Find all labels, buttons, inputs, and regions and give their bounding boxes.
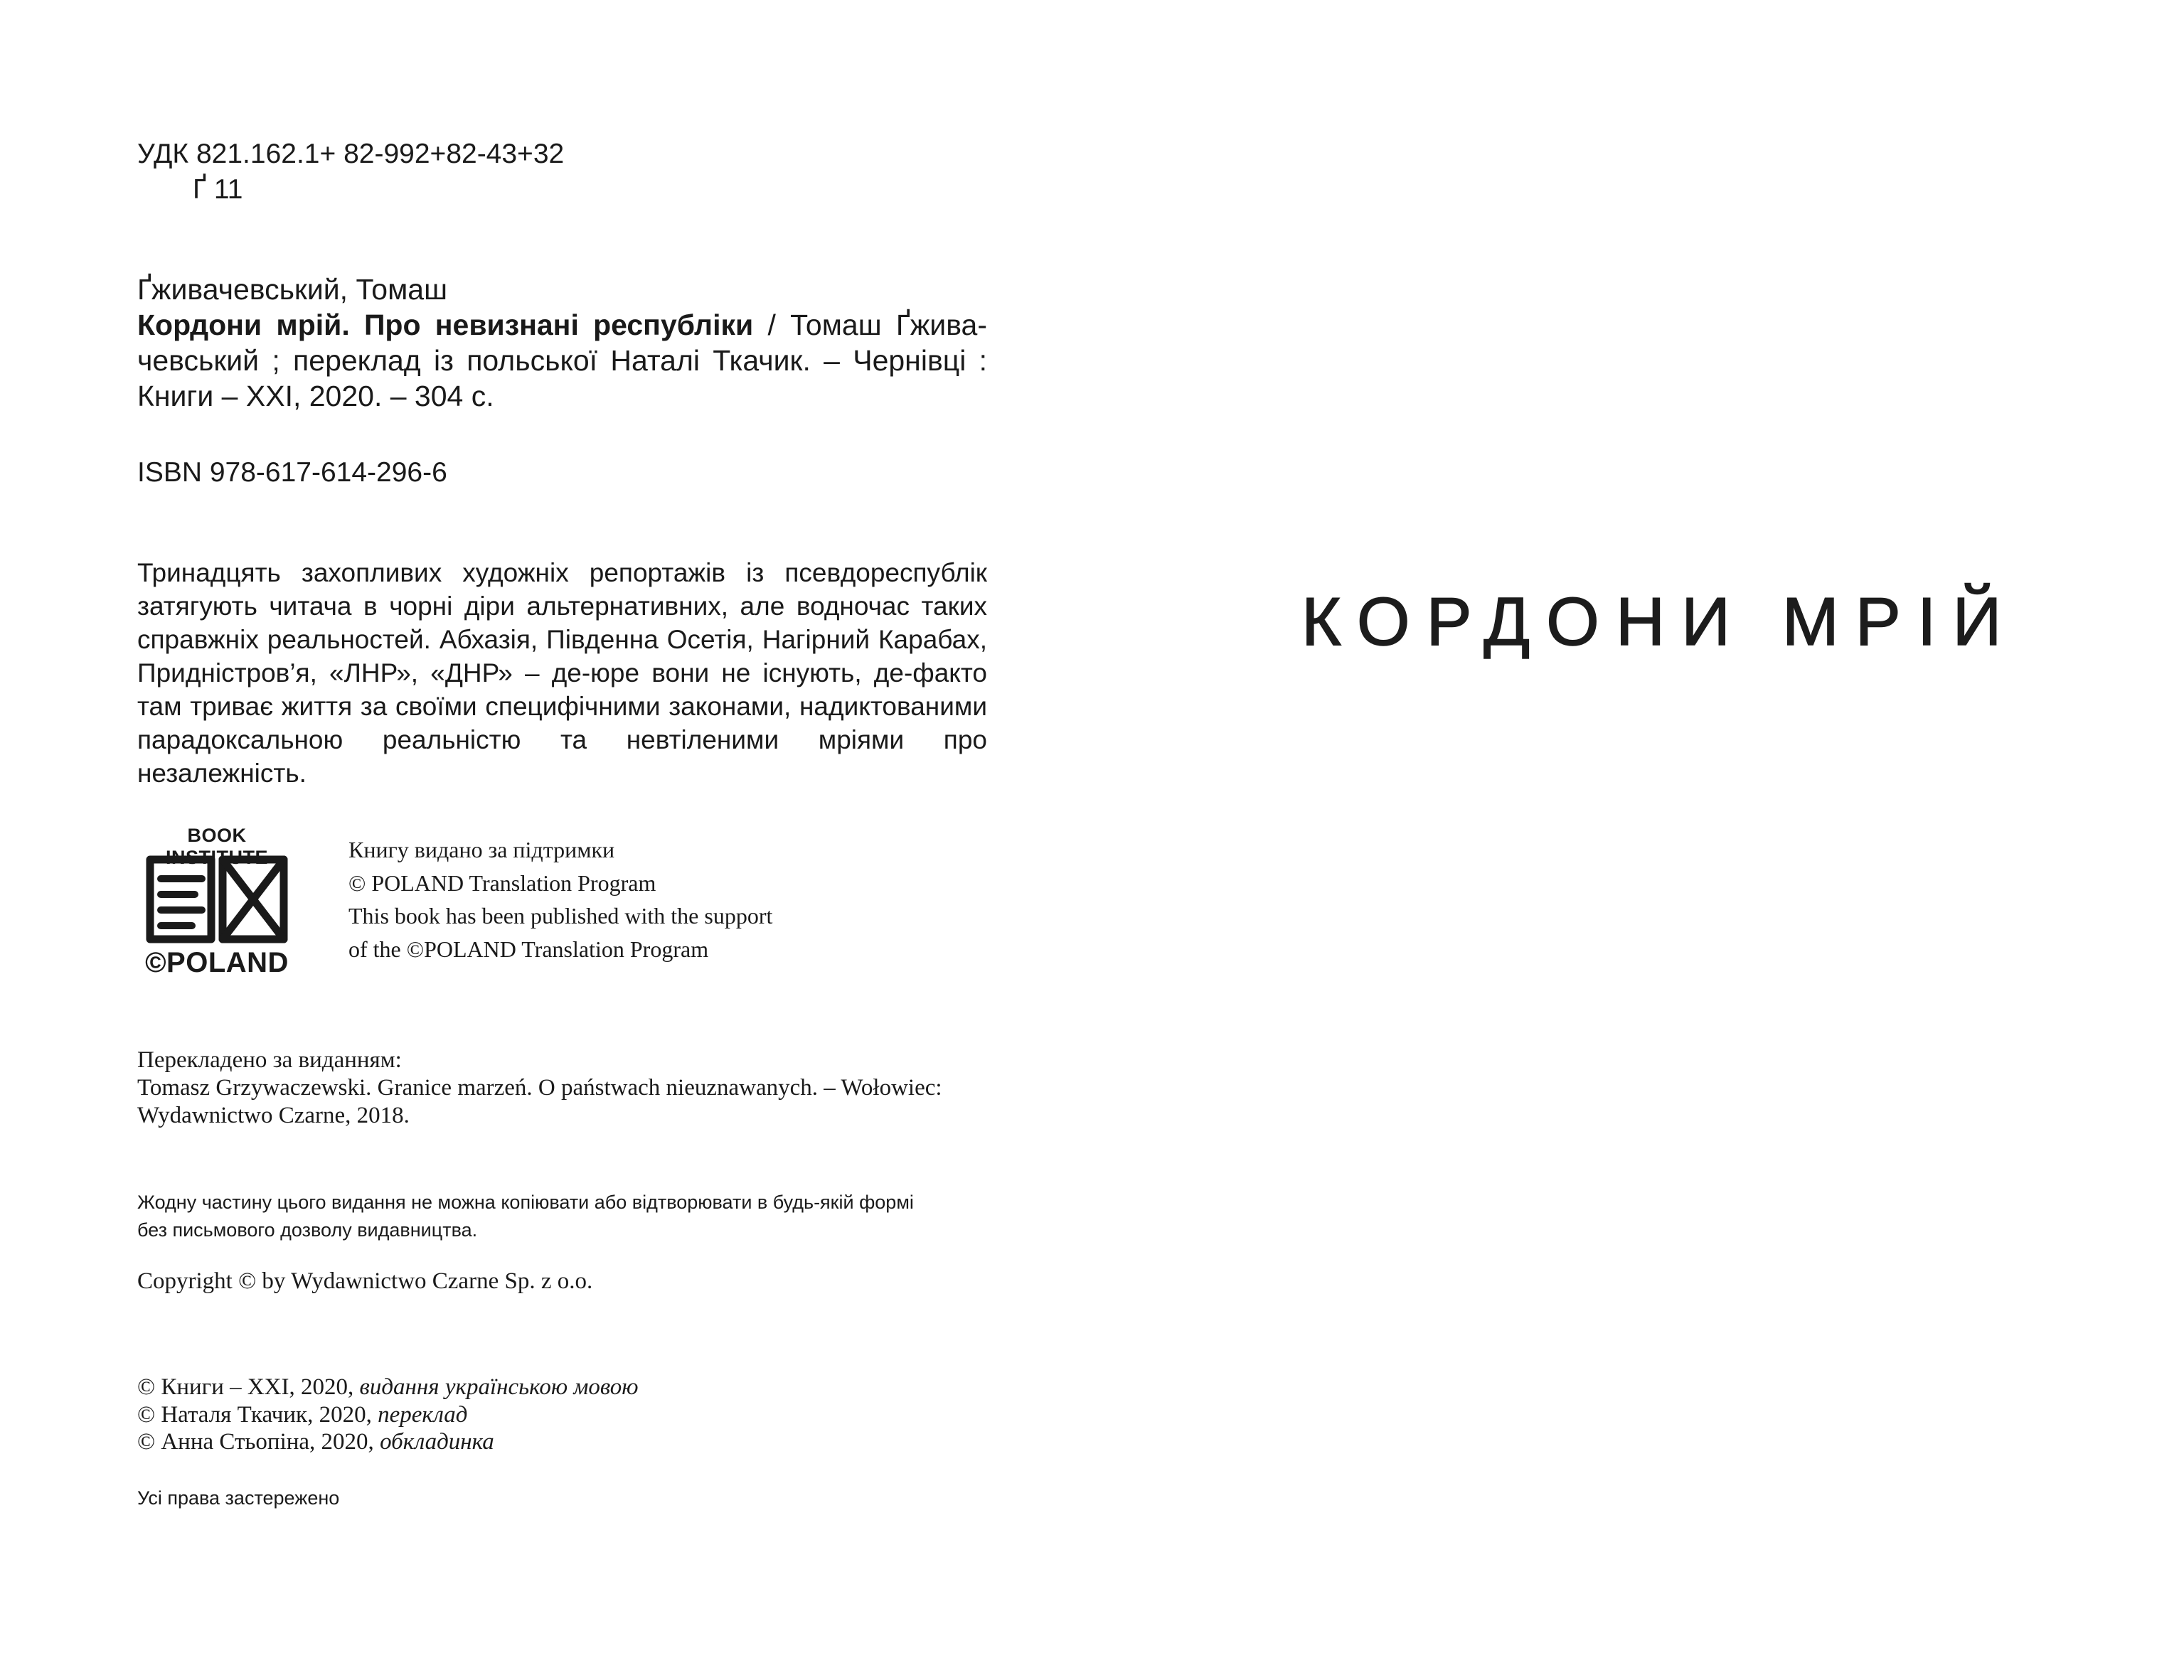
logo-top-text: BOOK INSTITUTE: [166, 825, 268, 868]
book-institute-emblem-icon: [145, 855, 289, 944]
support-line: © POLAND Translation Program: [348, 870, 656, 896]
annotation: Тринадцять захопливих художніх репортажів із псевдореспублік затягують читача в чорні діри альтернативних, але водночас таких справжніх реальностей. Абхазія, Південна Осетія, Нагірний Карабах, Придністров’я, «ЛНР», «ДНР» – де-юре вони не існують, де-факто там триває життя за своїми специфічними законами, надиктованими парадоксальною реальністю та невтіленими мріями про незалежність.: [137, 558, 987, 788]
udc-block: [137, 137, 564, 208]
legal-notice: [137, 1189, 914, 1244]
legal-line: Жодну частину цього видання не можна копіювати або відтворювати в будь-якій формі: [137, 1192, 914, 1213]
translated-from: [137, 1047, 942, 1130]
isbn: ISBN 978-617-614-296-6: [137, 457, 447, 488]
credit-role: обкладинка: [380, 1429, 494, 1455]
right-page-title: КОРДОНИ МРІЙ: [1301, 584, 2018, 660]
support-line: of the ©POLAND Translation Program: [348, 936, 709, 962]
credit-line: [137, 1401, 639, 1429]
author-name: Ґживачевський, Томаш: [137, 273, 447, 306]
author-mark: Ґ 11: [193, 174, 243, 205]
rights-reserved: Усі права застережено: [137, 1487, 340, 1509]
translated-from-line: Tomasz Grzywaczewski. Granice marzeń. O państwach nieuznawanych. – Wołowiec:: [137, 1075, 942, 1101]
bibliographic-description: [137, 307, 987, 414]
credit-line: [137, 1428, 639, 1456]
bibliographic-entry: [137, 272, 987, 414]
credit-line: [137, 1374, 639, 1401]
credit-role: видання українською мовою: [359, 1374, 639, 1400]
support-line: This book has been published with the support: [348, 903, 773, 929]
legal-line: без письмового дозволу видавництва.: [137, 1219, 478, 1241]
support-line: Книгу видано за підтримки: [348, 837, 615, 862]
credit-text: © Книги – ХХІ, 2020,: [137, 1374, 360, 1400]
bibliographic-details: / Томаш Ґживачевський ; переклад із польської Наталі Ткачик. – Чернівці : Книги – ХХІ, 2020. – 304 с.: [137, 309, 987, 412]
translated-from-line: Wydawnictwo Czarne, 2018.: [137, 1103, 410, 1128]
credit-text: © Анна Стьопіна, 2020,: [137, 1429, 380, 1455]
translated-from-line: Перекладено за виданням:: [137, 1047, 402, 1073]
book-institute-logo: [141, 825, 293, 983]
credit-text: © Наталя Ткачик, 2020,: [137, 1401, 378, 1428]
udc-code: УДК 821.162.1+ 82-992+82-43+32: [137, 139, 565, 169]
logo-bottom-text: ©POLAND: [145, 947, 289, 978]
book-title: Кордони мрій. Про невизнані республіки: [137, 309, 754, 341]
credits: [137, 1374, 639, 1456]
support-note: [348, 833, 772, 965]
credit-role: переклад: [378, 1401, 468, 1428]
copyright-notice: Copyright © by Wydawnictwo Czarne Sp. z o.o.: [137, 1268, 593, 1294]
